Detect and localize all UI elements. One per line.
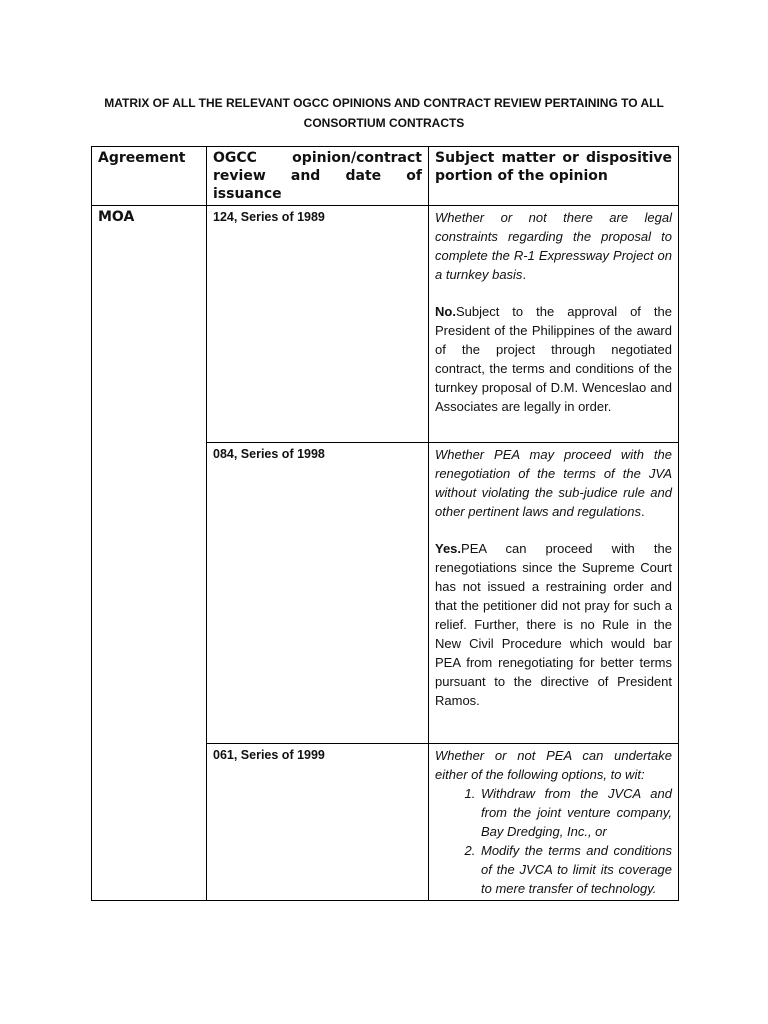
list-item: 1. Withdraw from the JVCA and from the joint venture company, Bay Dredging, Inc., or <box>479 784 672 841</box>
answer-lead: Yes. <box>435 541 462 556</box>
opinions-matrix-table <box>91 146 679 901</box>
options-list <box>435 784 672 898</box>
table-row <box>92 206 679 443</box>
document-title <box>92 93 676 133</box>
title-line-2: CONSORTIUM CONTRACTS <box>303 116 465 130</box>
subject-cell <box>429 206 679 443</box>
title-line-1: MATRIX OF ALL THE RELEVANT OGCC OPINIONS AND CONTRACT REVIEW PERTAINING TO ALL <box>104 96 664 110</box>
table-header-row <box>92 147 679 206</box>
opinion-ref-cell: 061, Series of 1999 <box>207 744 429 901</box>
opinion-ref-cell: 124, Series of 1989 <box>207 206 429 443</box>
header-agreement: Agreement <box>92 147 207 206</box>
answer-text: No.Subject to the approval of the President of the Philippines of the award of the project through negotiated contract, the terms and conditions of the turnkey proposal of D.M. Wenceslao and Associates are legally in order. <box>435 304 672 414</box>
question-text: Whether PEA may proceed with the renegotiation of the terms of the JVA without violating the sub-judice rule and other pertinent laws and regulations. <box>435 447 672 519</box>
question-text: Whether or not PEA can undertake either of the following options, to wit: <box>435 748 672 782</box>
question-text: Whether or not there are legal constraints regarding the proposal to complete the R-1 Expressway Project on a turnkey basis. <box>435 210 672 282</box>
subject-cell <box>429 443 679 744</box>
opinion-ref-cell: 084, Series of 1998 <box>207 443 429 744</box>
header-subject-matter: Subject matter or dispositive portion of the opinion <box>429 147 679 206</box>
list-item: 2. Modify the terms and conditions of the JVCA to limit its coverage to mere transfer of technology. <box>479 841 672 898</box>
agreement-cell: MOA <box>92 206 207 901</box>
header-ogcc-opinion: OGCC opinion/contract review and date of issuance <box>207 147 429 206</box>
subject-cell <box>429 744 679 901</box>
answer-text: Yes.PEA can proceed with the renegotiations since the Supreme Court has not issued a restraining order and that the petitioner did not pray for such a relief. Further, there is no Rule in the New Civil Procedure which would bar PEA from renegotiating for better terms pursuant to the directive of President Ramos. <box>435 541 672 708</box>
answer-lead: No. <box>435 304 456 319</box>
